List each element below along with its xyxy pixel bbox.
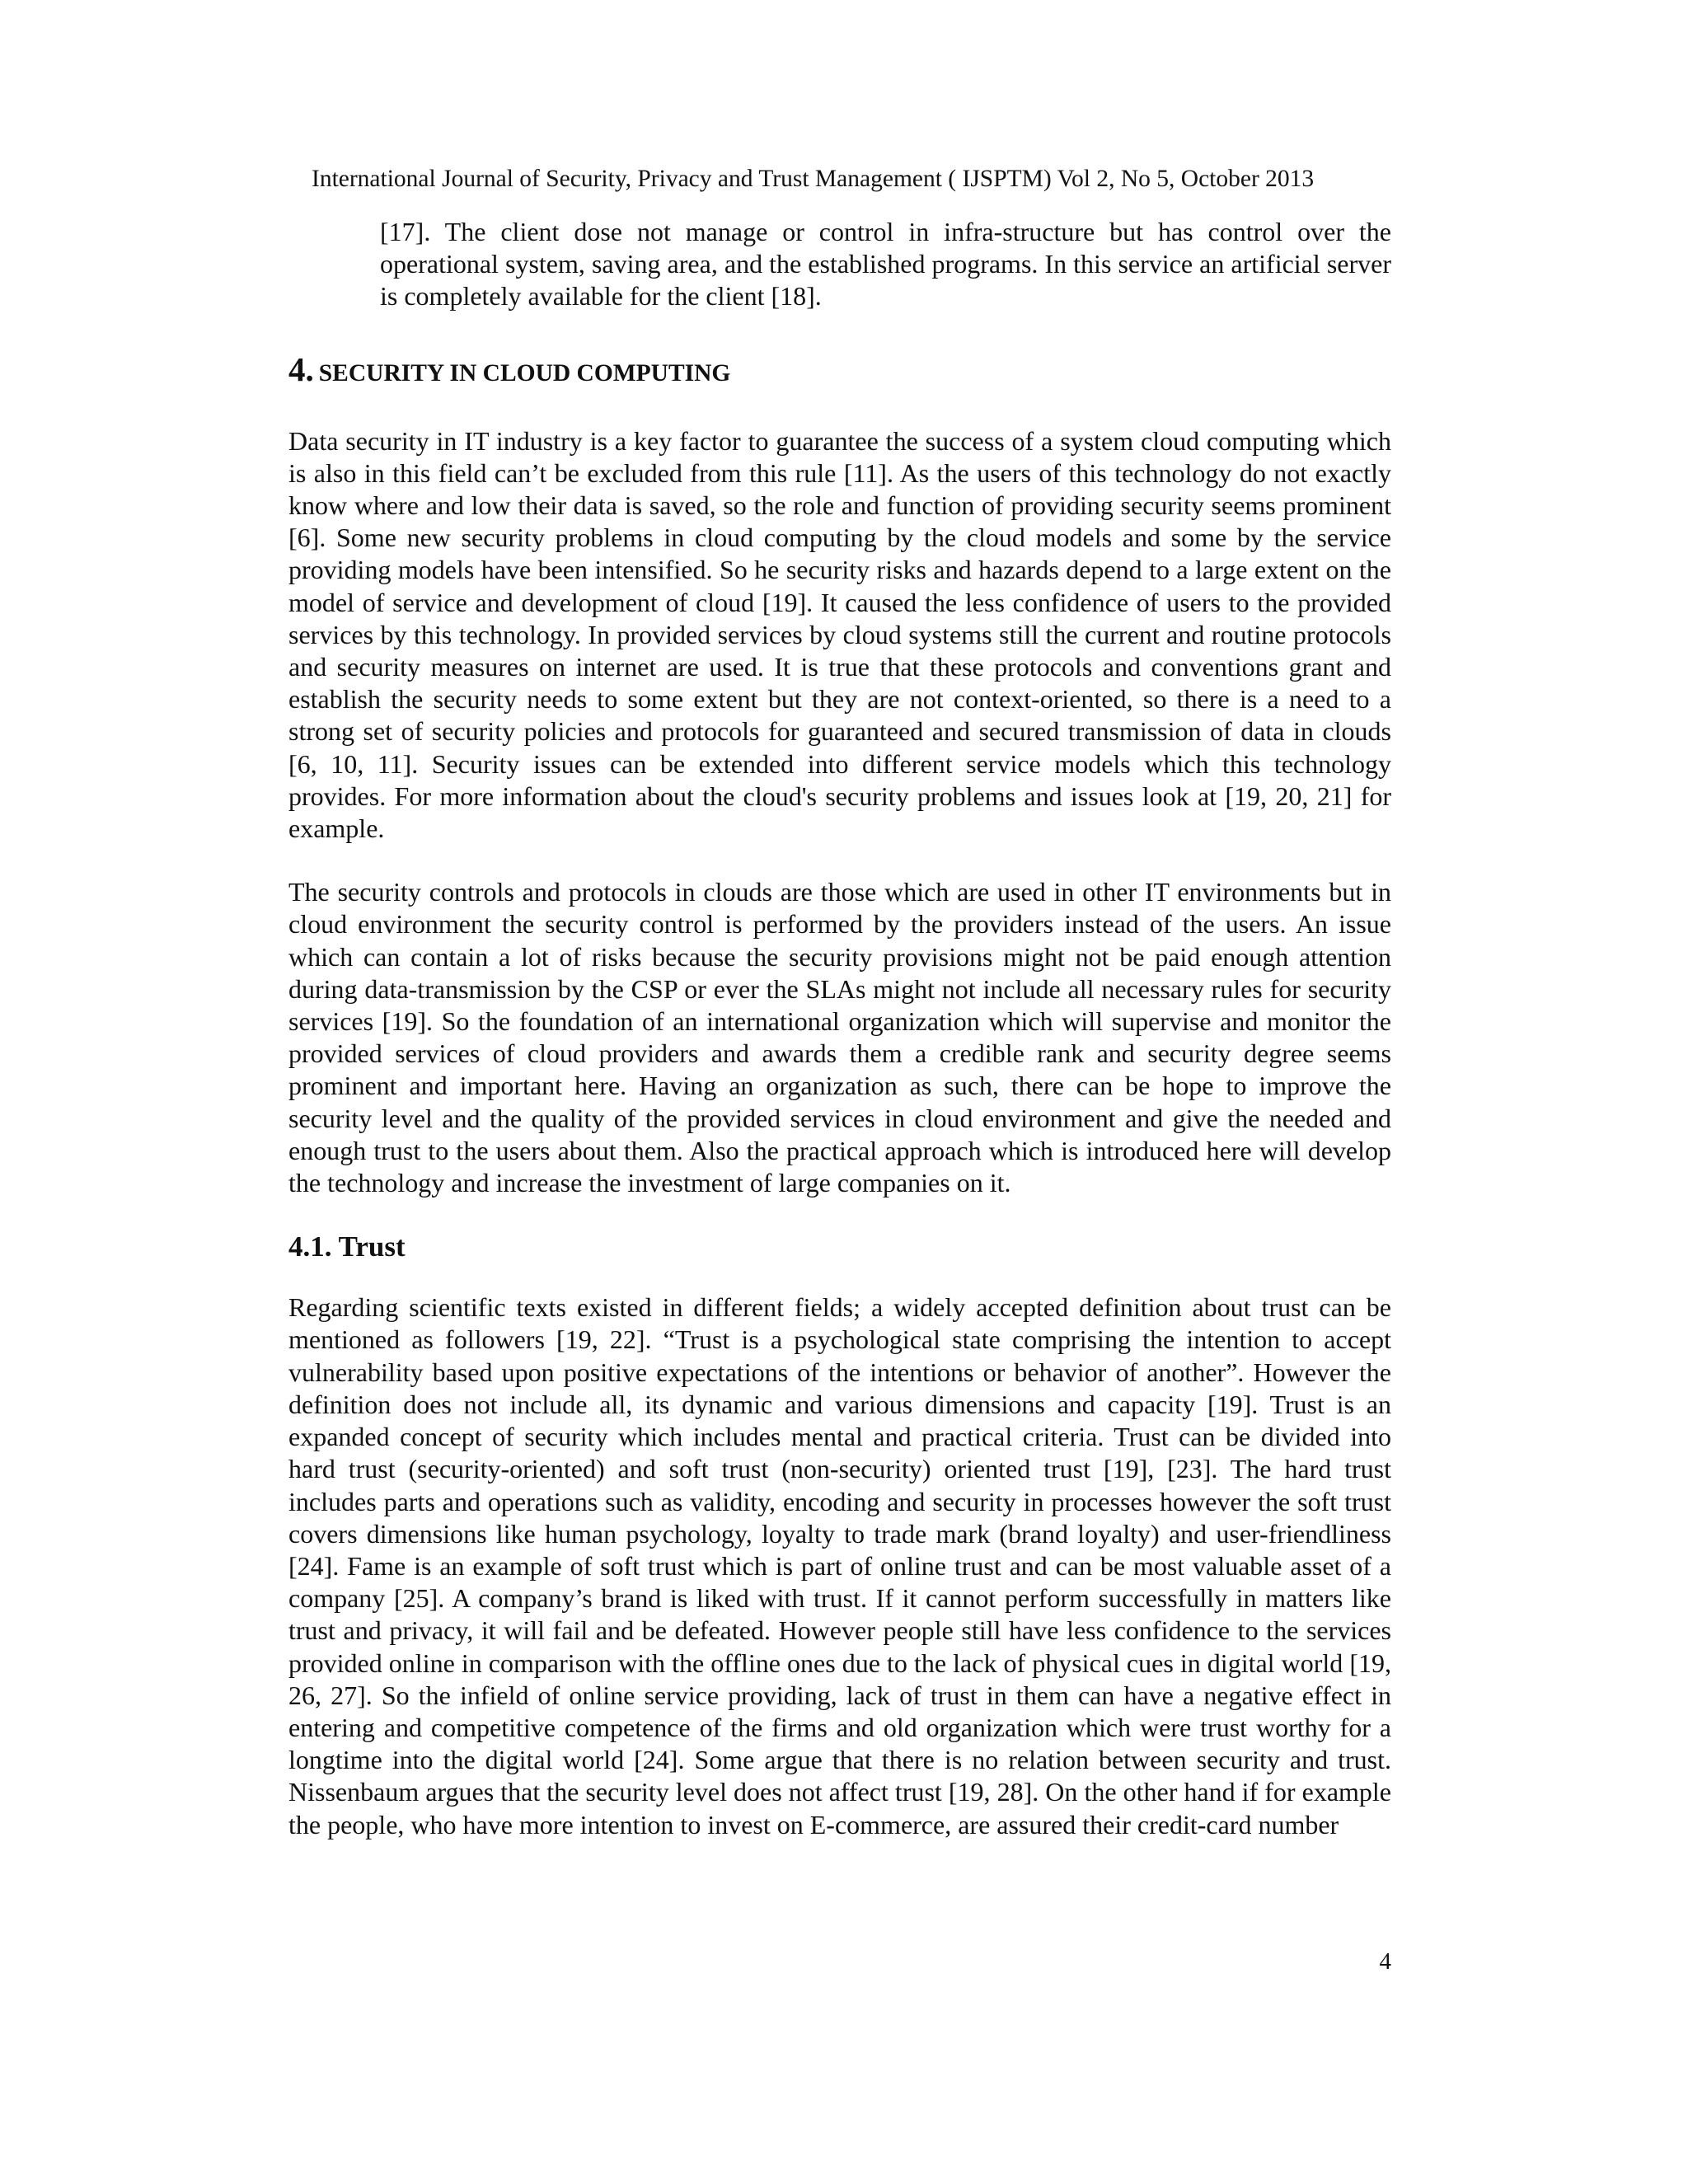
- running-header: International Journal of Security, Privacy and Trust Management ( IJSPTM) Vol 2, No 5, October 2013: [312, 166, 1315, 192]
- section-4-title: SECURITY IN CLOUD COMPUTING: [318, 359, 731, 387]
- section-4-paragraph-2: The security controls and protocols in clouds are those which are used in other IT environments but in cloud environment the security control is performed by the providers instead of the users. An issue which can contain a lot of risks because the security provisions might not be paid enough attention during data-transmission by the CSP or ever the SLAs might not include all necessary rules for security services [19]. So the foundation of an international organization which will supervise and monitor the provided services of cloud providers and awards them a credible rank and security degree seems prominent and important here. Having an organization as such, there can be hope to improve the security level and the quality of the provided services in cloud environment and give the needed and enough trust to the users about them. Also the practical approach which is introduced here will develop the technology and increase the investment of large companies on it.: [288, 877, 1391, 1198]
- section-4-heading: [288, 349, 1391, 389]
- section-4-number: 4.: [288, 349, 314, 388]
- continued-paragraph: [17]. The client dose not manage or control in infra-structure but has control over the operational system, saving area, and the established programs. In this service an artificial server is completely available for the client [18].: [380, 217, 1391, 312]
- section-4-paragraph-1: Data security in IT industry is a key factor to guarantee the success of a system cloud computing which is also in this field can’t be excluded from this rule [11]. As the users of this technology do not exactly know where and low their data is saved, so the role and function of providing security seems prominent [6]. Some new security problems in cloud computing by the cloud models and some by the service providing models have been intensified. So he security risks and hazards depend to a large extent on the model of service and development of cloud [19]. It caused the less confidence of users to the provided services by this technology. In provided services by cloud systems still the current and routine protocols and security measures on internet are used. It is true that these protocols and conventions grant and establish the security needs to some extent but they are not context-oriented, so there is a need to a strong set of security policies and protocols for guaranteed and secured transmission of data in clouds [6, 10, 11]. Security issues can be extended into different service models which this technology provides. For more information about the cloud's security problems and issues look at [19, 20, 21] for example.: [288, 425, 1391, 844]
- section-4-1-paragraph: Regarding scientific texts existed in different fields; a widely accepted definition about trust can be mentioned as followers [19, 22]. “Trust is a psychological state comprising the intention to accept vulnerability based upon positive expectations of the intentions or behavior of another”. However the definition does not include all, its dynamic and various dimensions and capacity [19]. Trust is an expanded concept of security which includes mental and practical criteria. Trust can be divided into hard trust (security-oriented) and soft trust (non-security) oriented trust [19], [23]. The hard trust includes parts and operations such as validity, encoding and security in processes however the soft trust covers dimensions like human psychology, loyalty to trade mark (brand loyalty) and user-friendliness [24]. Fame is an example of soft trust which is part of online trust and can be most valuable asset of a company [25]. A company’s brand is liked with trust. If it cannot perform successfully in matters like trust and privacy, it will fail and be defeated. However people still have less confidence to the services provided online in comparison with the offline ones due to the lack of physical cues in digital world [19, 26, 27]. So the infield of online service providing, lack of trust in them can have a negative effect in entering and competitive competence of the firms and old organization which were trust worthy for a longtime into the digital world [24]. Some argue that there is no relation between security and trust. Nissenbaum argues that the security level does not affect trust [19, 28]. On the other hand if for example the people, who have more intention to invest on E-commerce, are assured their credit-card number: [288, 1292, 1391, 1840]
- section-4-1-heading: 4.1. Trust: [288, 1230, 406, 1263]
- page-number: 4: [1379, 1948, 1391, 1975]
- page-content: [288, 216, 1391, 1841]
